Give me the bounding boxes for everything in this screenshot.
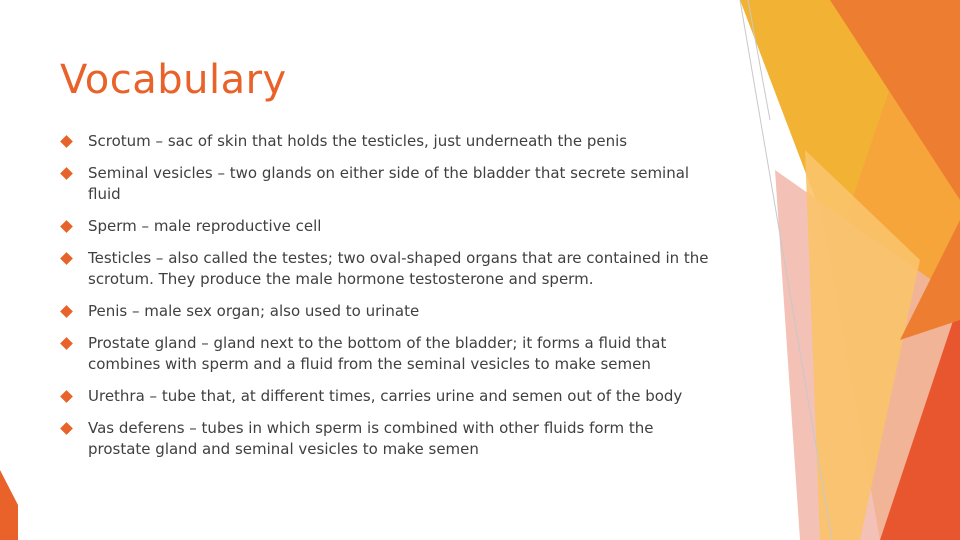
diamond-bullet-icon [60,390,73,403]
list-item [60,418,720,460]
list-item-text: Urethra – tube that, at different times, carries urine and semen out of the body [88,387,683,405]
list-item-text: Sperm – male reproductive cell [88,217,322,235]
diamond-bullet-icon [60,135,73,148]
list-item [60,131,720,152]
list-item [60,163,720,205]
list-item-text: Prostate gland – gland next to the bottom of the bladder; it forms a fluid that combines with sperm and a fluid from the seminal vesicles to make semen [88,334,667,373]
list-item [60,248,720,290]
diamond-bullet-icon [60,337,73,350]
left-corner-shape [0,470,18,540]
list-item-text: Seminal vesicles – two glands on either side of the bladder that secrete seminal fluid [88,164,690,203]
diamond-bullet-icon [60,220,73,233]
list-item [60,216,720,237]
diamond-bullet-icon [60,252,73,265]
diamond-bullet-icon [60,422,73,435]
list-item-text: Penis – male sex organ; also used to urinate [88,302,420,320]
vocabulary-list [60,131,720,460]
list-item [60,301,720,322]
list-item-text: Vas deferens – tubes in which sperm is combined with other fluids form the prostate gland and seminal vesicles to make semen [88,419,654,458]
list-item-text: Testicles – also called the testes; two oval-shaped organs that are contained in the scrotum. They produce the male hormone testosterone and sperm. [88,249,709,288]
list-item [60,333,720,375]
diamond-bullet-icon [60,305,73,318]
list-item-text: Scrotum – sac of skin that holds the testicles, just underneath the penis [88,132,628,150]
slide-title: Vocabulary [60,57,287,103]
list-item [60,386,720,407]
diamond-bullet-icon [60,167,73,180]
